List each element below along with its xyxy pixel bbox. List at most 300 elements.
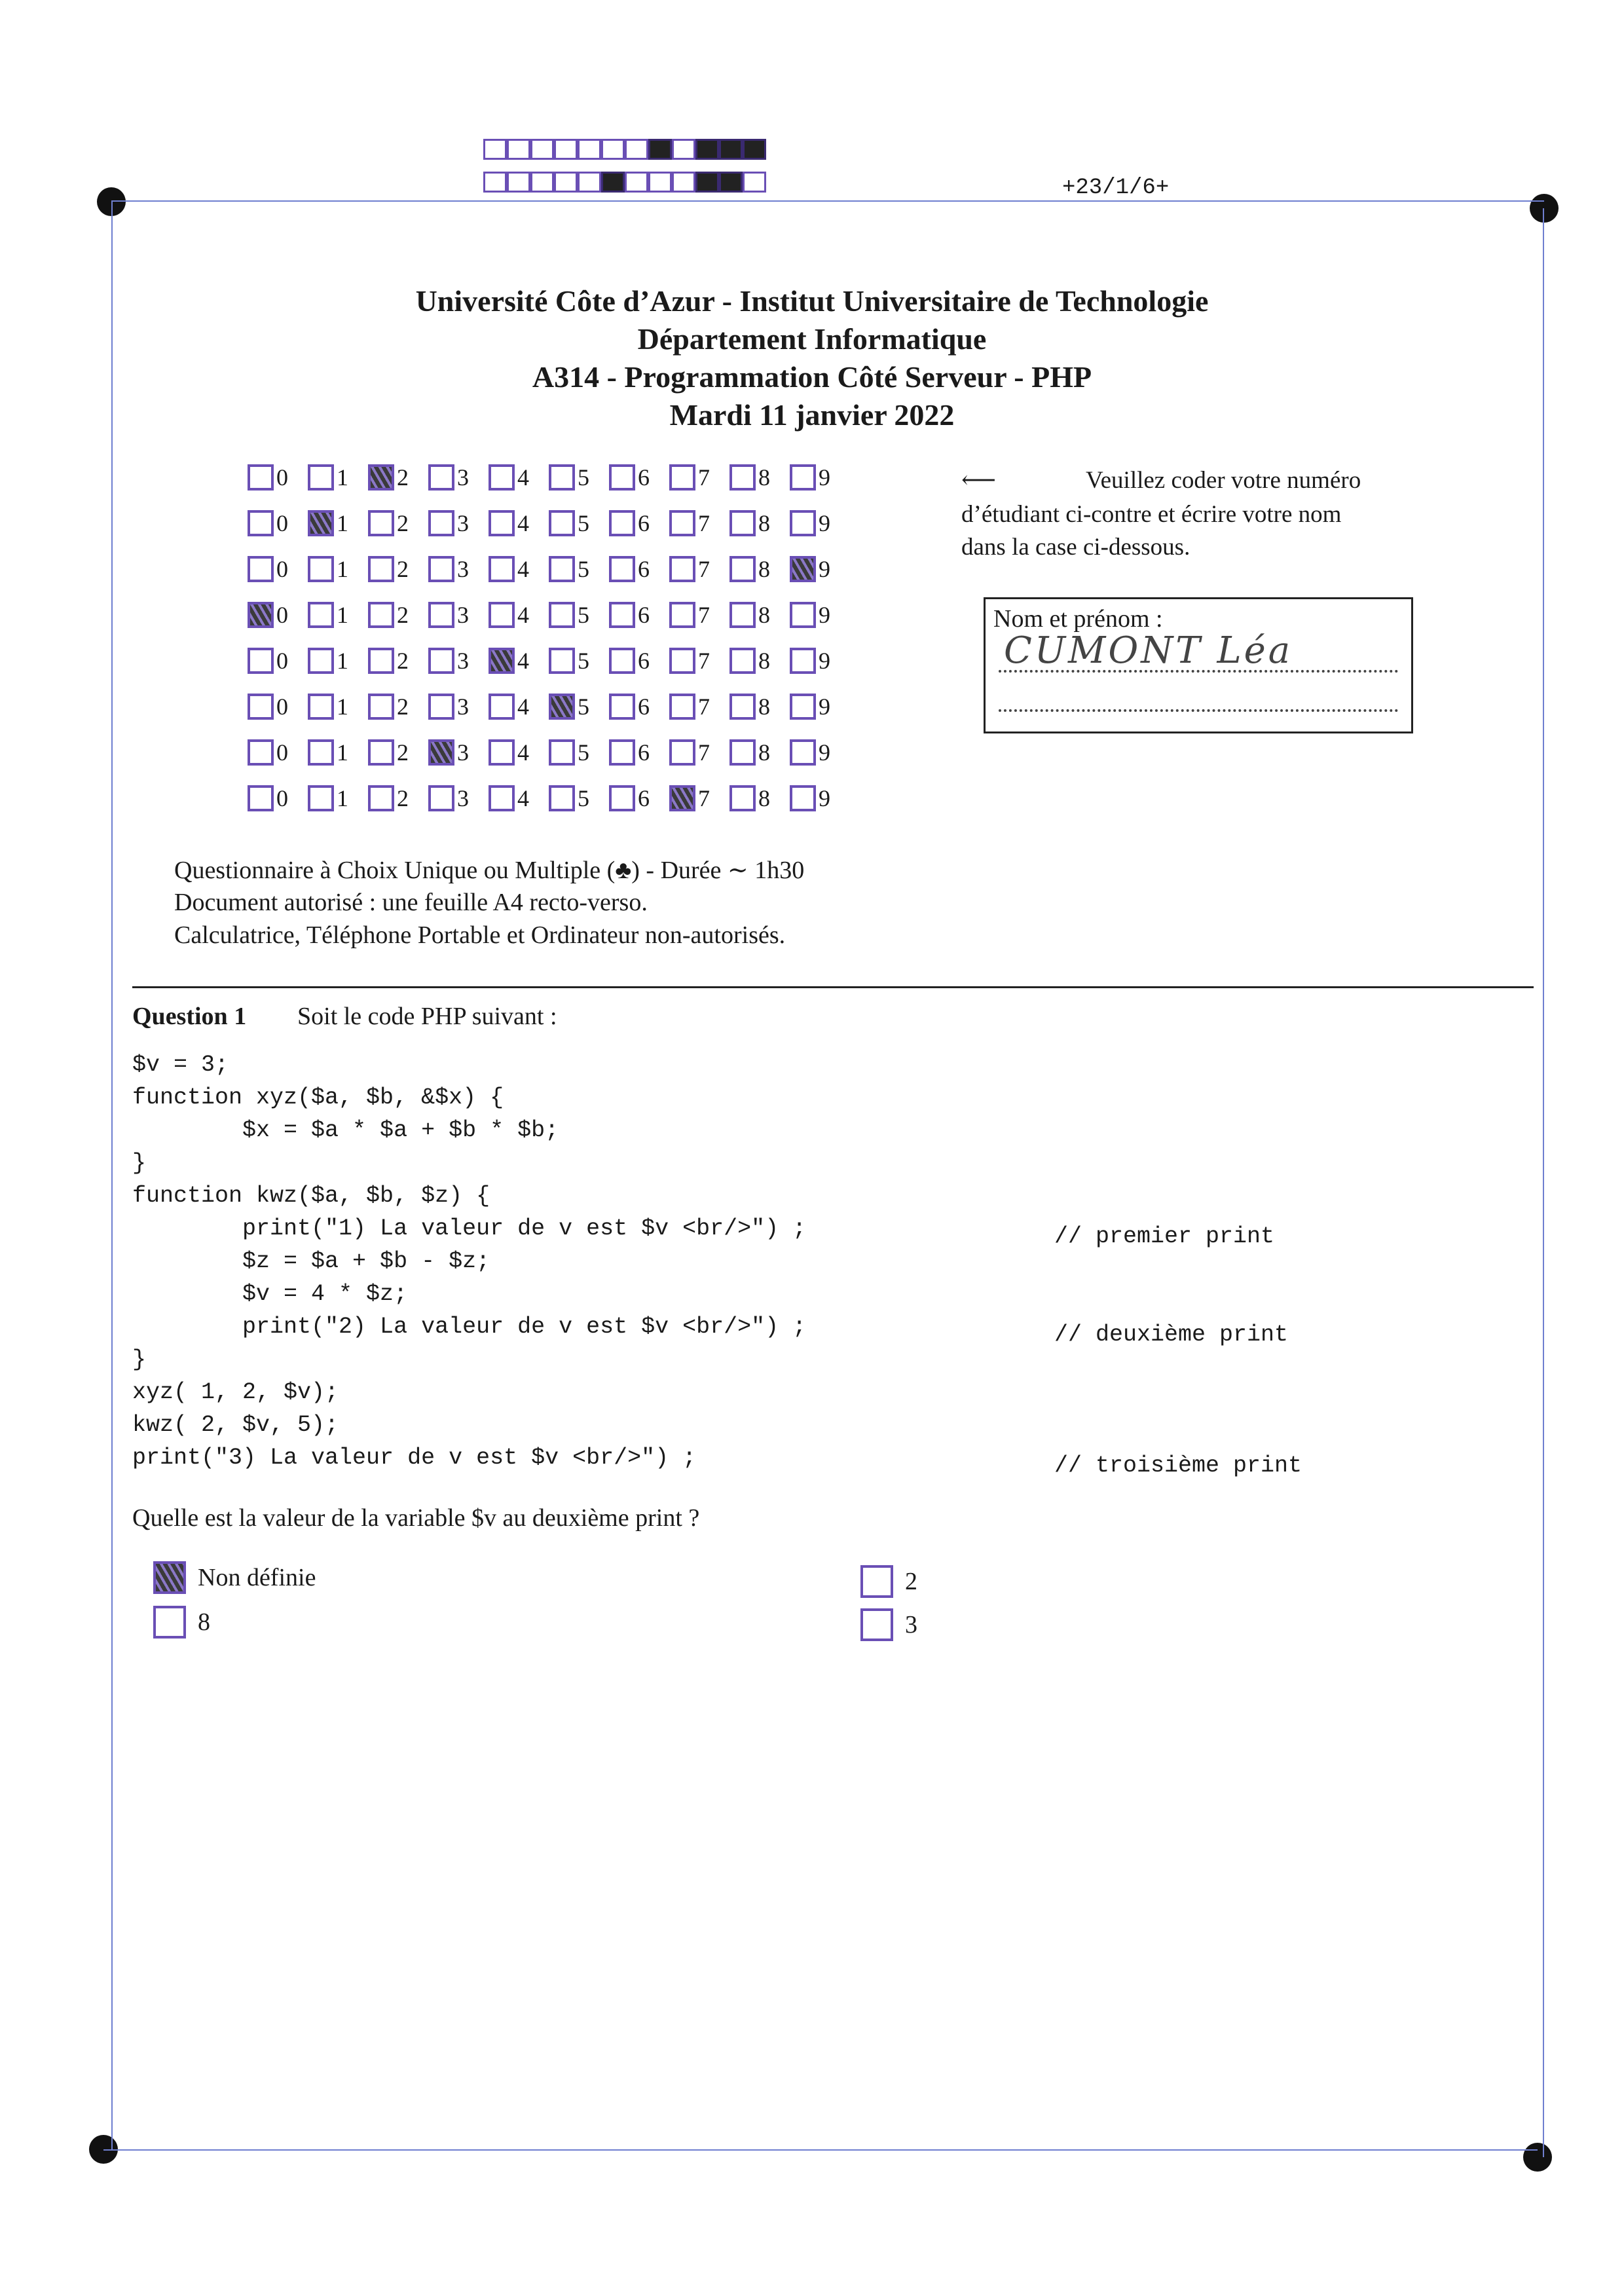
- student-id-cell[interactable]: [549, 693, 609, 720]
- answer-checkbox[interactable]: [153, 1561, 186, 1594]
- code-line: print("3) La valeur de v est $v <br/>") ;: [132, 1445, 697, 1471]
- student-id-checkbox[interactable]: [308, 556, 334, 582]
- student-id-cell[interactable]: [790, 509, 850, 537]
- student-id-checkbox[interactable]: [549, 785, 575, 811]
- student-id-checkbox[interactable]: [368, 464, 394, 491]
- handwritten-name: CUMONT Léa: [1004, 629, 1293, 672]
- student-id-checkbox[interactable]: [549, 739, 575, 766]
- student-id-row: [248, 509, 850, 537]
- student-id-row: [248, 693, 850, 720]
- barcode-cell: [648, 172, 672, 193]
- student-id-checkbox[interactable]: [669, 510, 695, 536]
- student-id-digit: 8: [758, 464, 770, 491]
- barcode-cell: [578, 172, 601, 193]
- student-id-cell[interactable]: [669, 555, 729, 583]
- student-id-cell[interactable]: [248, 739, 308, 766]
- student-id-digit: 1: [337, 785, 348, 811]
- student-id-checkbox[interactable]: [549, 602, 575, 628]
- code-line: print("1) La valeur de v est $v <br/>") ;: [132, 1215, 807, 1242]
- student-id-digit: 7: [698, 739, 710, 766]
- barcode-cell: [530, 172, 554, 193]
- student-id-digit: 0: [276, 694, 288, 720]
- barcode-cell: [507, 172, 530, 193]
- exam-info-line-1: Questionnaire à Choix Unique ou Multiple (♣) - Durée ∼ 1h30: [174, 857, 805, 884]
- student-id-digit: 7: [698, 694, 710, 720]
- student-id-digit: 8: [758, 694, 770, 720]
- code-line: }: [132, 1346, 147, 1373]
- answer-option-8[interactable]: [153, 1606, 210, 1639]
- name-box[interactable]: [984, 597, 1413, 733]
- code-line: $x = $a * $a + $b * $b;: [132, 1117, 559, 1143]
- frame-left: [111, 200, 113, 2149]
- student-id-checkbox[interactable]: [248, 739, 274, 766]
- student-id-digit: 0: [276, 739, 288, 766]
- answer-checkbox[interactable]: [860, 1608, 893, 1641]
- header-department: Département Informatique: [637, 322, 987, 356]
- student-id-digit: 5: [578, 694, 589, 720]
- student-id-cell[interactable]: [308, 739, 368, 766]
- student-id-cell[interactable]: [729, 509, 790, 537]
- barcode-row-1: [483, 139, 766, 160]
- student-id-digit: 2: [397, 602, 409, 628]
- student-id-cell[interactable]: [308, 785, 368, 812]
- student-id-digit: 2: [397, 694, 409, 720]
- student-id-digit: 7: [698, 785, 710, 811]
- student-id-digit: 9: [819, 694, 830, 720]
- student-id-cell[interactable]: [790, 739, 850, 766]
- student-id-digit: 6: [638, 648, 650, 674]
- student-id-checkbox[interactable]: [368, 648, 394, 674]
- student-id-row: [248, 601, 850, 629]
- code-line: $v = 4 * $z;: [132, 1281, 408, 1307]
- barcode-cell: [483, 139, 507, 160]
- student-id-checkbox[interactable]: [669, 785, 695, 811]
- student-id-digit: 7: [698, 464, 710, 491]
- barcode-cell: [601, 172, 625, 193]
- answer-option-3[interactable]: [860, 1608, 917, 1641]
- student-id-digit: 6: [638, 556, 650, 582]
- student-id-digit: 5: [578, 785, 589, 811]
- student-id-checkbox[interactable]: [428, 648, 454, 674]
- barcode-cell: [648, 139, 672, 160]
- instruction-line-2: d’étudiant ci-contre et écrire votre nom: [961, 501, 1342, 528]
- barcode-row-2: [483, 172, 766, 193]
- code-line: $z = $a + $b - $z;: [132, 1248, 490, 1274]
- student-id-checkbox[interactable]: [729, 694, 756, 720]
- student-id-cell[interactable]: [669, 739, 729, 766]
- code-line: kwz( 2, $v, 5);: [132, 1412, 339, 1438]
- student-id-cell[interactable]: [368, 509, 428, 537]
- student-id-checkbox[interactable]: [489, 694, 515, 720]
- student-id-row: [248, 555, 850, 583]
- frame-bottom: [103, 2149, 1538, 2151]
- student-id-cell[interactable]: [308, 693, 368, 720]
- student-id-digit: 9: [819, 464, 830, 491]
- name-box-label: Nom et prénom :: [993, 605, 1163, 633]
- student-id-checkbox[interactable]: [368, 556, 394, 582]
- student-id-checkbox[interactable]: [368, 785, 394, 811]
- student-id-checkbox[interactable]: [790, 648, 816, 674]
- student-id-cell[interactable]: [308, 601, 368, 629]
- student-id-checkbox[interactable]: [729, 785, 756, 811]
- student-id-cell[interactable]: [489, 509, 549, 537]
- student-id-digit: 1: [337, 648, 348, 674]
- student-id-digit: 4: [517, 785, 529, 811]
- student-id-cell[interactable]: [428, 739, 489, 766]
- answer-option-2[interactable]: [860, 1565, 917, 1598]
- comment-third-print: // troisième print: [1054, 1453, 1302, 1479]
- student-id-digit: 7: [698, 602, 710, 628]
- student-id-checkbox[interactable]: [248, 602, 274, 628]
- student-id-cell[interactable]: [489, 693, 549, 720]
- student-id-digit: 3: [457, 556, 469, 582]
- student-id-digit: 5: [578, 464, 589, 491]
- student-id-cell[interactable]: [308, 647, 368, 675]
- student-id-checkbox[interactable]: [669, 602, 695, 628]
- student-id-cell[interactable]: [549, 601, 609, 629]
- answer-checkbox[interactable]: [153, 1606, 186, 1639]
- instruction-line-3: dans la case ci-dessous.: [961, 534, 1190, 561]
- student-id-checkbox[interactable]: [489, 556, 515, 582]
- student-id-digit: 5: [578, 648, 589, 674]
- student-id-digit: 8: [758, 510, 770, 536]
- student-id-cell[interactable]: [729, 601, 790, 629]
- student-id-cell[interactable]: [248, 785, 308, 812]
- student-id-cell[interactable]: [368, 739, 428, 766]
- student-id-cell[interactable]: [549, 739, 609, 766]
- student-id-digit: 5: [578, 556, 589, 582]
- student-id-cell[interactable]: [549, 555, 609, 583]
- student-id-checkbox[interactable]: [729, 648, 756, 674]
- student-id-cell[interactable]: [669, 693, 729, 720]
- student-id-cell[interactable]: [308, 555, 368, 583]
- student-id-checkbox[interactable]: [549, 464, 575, 491]
- student-id-checkbox[interactable]: [489, 739, 515, 766]
- section-divider: [132, 986, 1534, 988]
- registration-mark-top-right: [1530, 194, 1559, 223]
- student-id-checkbox[interactable]: [308, 510, 334, 536]
- comment-first-print: // premier print: [1054, 1223, 1275, 1250]
- student-id-checkbox[interactable]: [368, 602, 394, 628]
- student-id-digit: 8: [758, 785, 770, 811]
- student-id-checkbox[interactable]: [609, 694, 635, 720]
- student-id-checkbox[interactable]: [549, 556, 575, 582]
- student-id-cell[interactable]: [790, 464, 850, 491]
- student-id-digit: 7: [698, 648, 710, 674]
- student-id-checkbox[interactable]: [729, 602, 756, 628]
- student-id-checkbox[interactable]: [428, 694, 454, 720]
- barcode-cell: [625, 172, 648, 193]
- student-id-cell[interactable]: [609, 739, 669, 766]
- student-id-cell[interactable]: [428, 509, 489, 537]
- student-id-cell[interactable]: [428, 555, 489, 583]
- answer-label: 8: [198, 1608, 210, 1636]
- student-id-digit: 3: [457, 648, 469, 674]
- student-id-digit: 1: [337, 602, 348, 628]
- student-id-checkbox[interactable]: [428, 785, 454, 811]
- student-id-cell[interactable]: [669, 509, 729, 537]
- student-id-cell[interactable]: [790, 601, 850, 629]
- student-id-digit: 9: [819, 785, 830, 811]
- student-id-cell[interactable]: [609, 601, 669, 629]
- student-id-cell[interactable]: [368, 464, 428, 491]
- student-id-checkbox[interactable]: [308, 785, 334, 811]
- student-id-checkbox[interactable]: [308, 464, 334, 491]
- student-id-checkbox[interactable]: [790, 556, 816, 582]
- code-line: $v = 3;: [132, 1052, 229, 1078]
- student-id-checkbox[interactable]: [428, 510, 454, 536]
- student-id-cell[interactable]: [308, 509, 368, 537]
- student-id-cell[interactable]: [729, 785, 790, 812]
- exam-info-line-2: Document autorisé : une feuille A4 recto-verso.: [174, 889, 648, 916]
- student-id-cell[interactable]: [729, 693, 790, 720]
- student-id-cell[interactable]: [428, 785, 489, 812]
- student-id-digit: 6: [638, 464, 650, 491]
- student-id-checkbox[interactable]: [729, 556, 756, 582]
- student-id-cell[interactable]: [248, 555, 308, 583]
- student-id-checkbox[interactable]: [729, 464, 756, 491]
- student-id-checkbox[interactable]: [428, 464, 454, 491]
- student-id-cell[interactable]: [248, 464, 308, 491]
- student-id-checkbox[interactable]: [489, 510, 515, 536]
- student-id-checkbox[interactable]: [669, 648, 695, 674]
- student-id-cell[interactable]: [489, 785, 549, 812]
- student-id-checkbox[interactable]: [669, 739, 695, 766]
- answer-checkbox[interactable]: [860, 1565, 893, 1598]
- student-id-digit: 2: [397, 648, 409, 674]
- student-id-cell[interactable]: [609, 464, 669, 491]
- student-id-digit: 7: [698, 510, 710, 536]
- student-id-cell[interactable]: [248, 601, 308, 629]
- student-id-cell[interactable]: [790, 555, 850, 583]
- header-university: Université Côte d’Azur - Institut Universitaire de Technologie: [415, 284, 1209, 318]
- barcode-cell: [672, 172, 695, 193]
- student-id-cell[interactable]: [549, 509, 609, 537]
- student-id-cell[interactable]: [368, 647, 428, 675]
- barcode-cell: [743, 172, 766, 193]
- student-id-digit: 2: [397, 556, 409, 582]
- barcode-cell: [578, 139, 601, 160]
- student-id-cell[interactable]: [428, 647, 489, 675]
- student-id-checkbox[interactable]: [308, 694, 334, 720]
- student-id-digit: 3: [457, 464, 469, 491]
- student-id-cell[interactable]: [669, 647, 729, 675]
- student-id-digit: 3: [457, 510, 469, 536]
- answer-label: Non définie: [198, 1564, 316, 1591]
- student-id-checkbox[interactable]: [790, 464, 816, 491]
- student-id-checkbox[interactable]: [489, 464, 515, 491]
- student-id-checkbox[interactable]: [368, 739, 394, 766]
- student-id-cell[interactable]: [790, 785, 850, 812]
- student-id-checkbox[interactable]: [790, 739, 816, 766]
- student-id-cell[interactable]: [549, 785, 609, 812]
- student-id-checkbox[interactable]: [248, 694, 274, 720]
- student-id-checkbox[interactable]: [669, 464, 695, 491]
- student-id-checkbox[interactable]: [790, 694, 816, 720]
- student-id-cell[interactable]: [729, 464, 790, 491]
- student-id-checkbox[interactable]: [248, 510, 274, 536]
- student-id-cell[interactable]: [489, 555, 549, 583]
- student-id-cell[interactable]: [729, 647, 790, 675]
- student-id-checkbox[interactable]: [549, 648, 575, 674]
- student-id-checkbox[interactable]: [609, 556, 635, 582]
- question-intro: Soit le code PHP suivant :: [297, 1003, 557, 1030]
- student-id-cell[interactable]: [368, 555, 428, 583]
- student-id-cell[interactable]: [669, 601, 729, 629]
- student-id-checkbox[interactable]: [489, 602, 515, 628]
- student-id-digit: 6: [638, 785, 650, 811]
- student-id-digit: 8: [758, 602, 770, 628]
- student-id-cell[interactable]: [790, 693, 850, 720]
- student-id-checkbox[interactable]: [609, 648, 635, 674]
- student-id-checkbox[interactable]: [790, 602, 816, 628]
- barcode-cell: [695, 172, 719, 193]
- student-id-checkbox[interactable]: [308, 739, 334, 766]
- student-id-digit: 0: [276, 648, 288, 674]
- student-id-cell[interactable]: [729, 739, 790, 766]
- student-id-cell[interactable]: [248, 509, 308, 537]
- student-id-checkbox[interactable]: [489, 785, 515, 811]
- barcode-cell: [601, 139, 625, 160]
- student-id-cell[interactable]: [669, 464, 729, 491]
- student-id-cell[interactable]: [368, 601, 428, 629]
- student-id-digit: 5: [578, 739, 589, 766]
- student-id-cell[interactable]: [248, 693, 308, 720]
- student-id-checkbox[interactable]: [729, 510, 756, 536]
- student-id-checkbox[interactable]: [549, 510, 575, 536]
- student-id-digit: 9: [819, 510, 830, 536]
- student-id-digit: 7: [698, 556, 710, 582]
- student-id-cell[interactable]: [609, 785, 669, 812]
- barcode-cell: [554, 172, 578, 193]
- student-id-row: [248, 739, 850, 766]
- student-id-cell[interactable]: [729, 555, 790, 583]
- question-prompt: Quelle est la valeur de la variable $v au deuxième print ?: [132, 1504, 700, 1532]
- student-id-checkbox[interactable]: [609, 510, 635, 536]
- answer-label: 2: [905, 1568, 917, 1595]
- code-line: function xyz($a, $b, &$x) {: [132, 1084, 504, 1111]
- student-id-digit: 4: [517, 556, 529, 582]
- instruction-line-1: Veuillez coder votre numéro: [1086, 467, 1361, 494]
- code-line: function kwz($a, $b, $z) {: [132, 1183, 490, 1209]
- student-id-checkbox[interactable]: [790, 510, 816, 536]
- student-id-digit: 0: [276, 556, 288, 582]
- student-id-digit: 5: [578, 602, 589, 628]
- student-id-digit: 3: [457, 785, 469, 811]
- student-id-checkbox[interactable]: [609, 785, 635, 811]
- student-id-digit: 8: [758, 556, 770, 582]
- student-id-checkbox[interactable]: [489, 648, 515, 674]
- header-course: A314 - Programmation Côté Serveur - PHP: [532, 360, 1092, 394]
- student-id-digit: 4: [517, 694, 529, 720]
- barcode-cell: [530, 139, 554, 160]
- student-id-cell[interactable]: [489, 464, 549, 491]
- student-id-cell[interactable]: [368, 785, 428, 812]
- student-id-cell[interactable]: [428, 601, 489, 629]
- student-id-digit: 9: [819, 739, 830, 766]
- barcode-cell: [719, 139, 743, 160]
- student-id-digit: 6: [638, 510, 650, 536]
- student-id-checkbox[interactable]: [248, 464, 274, 491]
- student-id-cell[interactable]: [669, 785, 729, 812]
- student-id-checkbox[interactable]: [248, 785, 274, 811]
- code-line: xyz( 1, 2, $v);: [132, 1379, 339, 1405]
- student-id-checkbox[interactable]: [428, 556, 454, 582]
- student-id-checkbox[interactable]: [428, 739, 454, 766]
- student-id-cell[interactable]: [489, 739, 549, 766]
- barcode-cell: [743, 139, 766, 160]
- student-id-digit: 2: [397, 739, 409, 766]
- barcode-cell: [719, 172, 743, 193]
- student-id-cell[interactable]: [489, 647, 549, 675]
- student-id-cell[interactable]: [308, 464, 368, 491]
- student-id-checkbox[interactable]: [669, 556, 695, 582]
- student-id-cell[interactable]: [428, 693, 489, 720]
- student-id-digit: 6: [638, 602, 650, 628]
- student-id-cell[interactable]: [609, 509, 669, 537]
- student-id-digit: 1: [337, 464, 348, 491]
- student-id-cell[interactable]: [428, 464, 489, 491]
- student-id-checkbox[interactable]: [609, 464, 635, 491]
- student-id-checkbox[interactable]: [248, 556, 274, 582]
- student-id-checkbox[interactable]: [549, 694, 575, 720]
- code-line: print("2) La valeur de v est $v <br/>") ;: [132, 1314, 807, 1340]
- student-id-checkbox[interactable]: [609, 602, 635, 628]
- student-id-digit: 2: [397, 510, 409, 536]
- student-id-checkbox[interactable]: [609, 739, 635, 766]
- student-id-digit: 1: [337, 739, 348, 766]
- student-id-cell[interactable]: [368, 693, 428, 720]
- student-id-checkbox[interactable]: [368, 510, 394, 536]
- student-id-cell[interactable]: [790, 647, 850, 675]
- student-id-checkbox[interactable]: [790, 785, 816, 811]
- student-id-digit: 8: [758, 739, 770, 766]
- student-id-digit: 0: [276, 785, 288, 811]
- registration-mark-bottom-right: [1523, 2143, 1552, 2172]
- student-id-checkbox[interactable]: [248, 648, 274, 674]
- barcode-cell: [695, 139, 719, 160]
- student-id-digit: 8: [758, 648, 770, 674]
- student-id-checkbox[interactable]: [729, 739, 756, 766]
- student-id-digit: 2: [397, 464, 409, 491]
- student-id-cell[interactable]: [609, 647, 669, 675]
- student-id-digit: 6: [638, 739, 650, 766]
- student-id-digit: 9: [819, 602, 830, 628]
- instruction-arrow: ⟵: [961, 467, 997, 494]
- student-id-checkbox[interactable]: [308, 602, 334, 628]
- student-id-cell[interactable]: [549, 464, 609, 491]
- student-id-row: [248, 647, 850, 675]
- student-id-cell[interactable]: [549, 647, 609, 675]
- student-id-cell[interactable]: [489, 601, 549, 629]
- student-id-cell[interactable]: [609, 693, 669, 720]
- student-id-checkbox[interactable]: [308, 648, 334, 674]
- student-id-cell[interactable]: [609, 555, 669, 583]
- student-id-checkbox[interactable]: [669, 694, 695, 720]
- barcode-cell: [554, 139, 578, 160]
- name-line-2: [999, 709, 1398, 712]
- student-id-digit: 4: [517, 739, 529, 766]
- student-id-digit: 1: [337, 556, 348, 582]
- student-id-checkbox[interactable]: [428, 602, 454, 628]
- student-id-digit: 3: [457, 694, 469, 720]
- barcode-cell: [672, 139, 695, 160]
- frame-top: [111, 200, 1544, 202]
- answer-option-non-definie[interactable]: [153, 1561, 316, 1594]
- student-id-checkbox[interactable]: [368, 694, 394, 720]
- student-id-cell[interactable]: [248, 647, 308, 675]
- barcode-cell: [483, 172, 507, 193]
